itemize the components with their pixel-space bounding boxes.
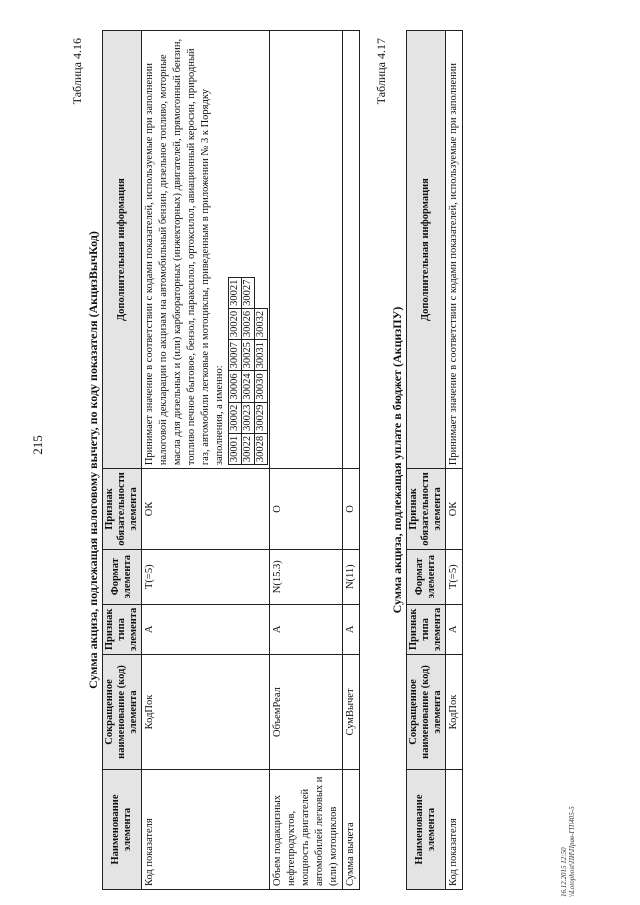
table-header-row [103, 31, 142, 890]
code-cell: 30022 [242, 433, 255, 464]
header-additional-info: Дополнительная информация [103, 31, 142, 469]
code-cell: 30025 [242, 340, 255, 371]
info-text: Принимает значение в соответствии с кодами показателей, используемые при заполнении налоговой декларации по акцизам на автомобильный бензин, дизельное топливо, моторные масла для дизельных и (или) карбюраторных (инжекторных) двигателей, прямогонный бензин, топливо печное бытовое, бензол, параксилол, ортоксилол, авиационный керосин, природный газ, автомобили легковые и мотоциклы, приведенным в приложении № 3 к Порядку заполнения, а именно: [144, 38, 225, 466]
code-cell: 30006 [229, 371, 242, 402]
code-cell: 30031 [255, 340, 268, 371]
cell-required: О [270, 469, 343, 550]
table-header-row [407, 31, 446, 890]
code-cell: 30024 [242, 371, 255, 402]
table-row [142, 31, 270, 890]
cell-info [343, 31, 360, 469]
print-footer [560, 697, 576, 897]
header-format: Формат элемента [407, 549, 446, 604]
cell-code: СумВычет [343, 655, 360, 770]
cell-type: А [343, 604, 360, 654]
cell-info [142, 31, 270, 469]
table-caption-4-17: Таблица 4.17 [374, 38, 388, 105]
cell-required: ОК [142, 469, 270, 550]
code-cell: 30001 [229, 433, 242, 464]
cell-format: T(=5) [446, 549, 463, 604]
cell-required: ОК [446, 469, 463, 550]
table-caption-4-16: Таблица 4.16 [70, 38, 84, 105]
header-type: Признак типа элемента [407, 604, 446, 654]
cell-required: О [343, 469, 360, 550]
code-cell: 30002 [229, 402, 242, 433]
code-cell: 30026 [242, 308, 255, 339]
cell-code: КодПок [446, 655, 463, 770]
codes-row [242, 277, 255, 465]
table-4-17 [406, 30, 463, 890]
table-title-4-16: Сумма акциза, подлежащая налоговому вычету, по коду показателя (АкцизВычКод) [86, 231, 100, 689]
header-element-name: Наименование элемента [407, 770, 446, 890]
code-cell: 30029 [255, 402, 268, 433]
code-cell: 30027 [242, 277, 255, 308]
codes-row [229, 277, 242, 465]
table-row [270, 31, 343, 890]
cell-name: Объем подакцизных нефтепродуктов, мощность двигателей автомобилей легковых и (или) мотоциклов [270, 770, 343, 890]
header-format: Формат элемента [103, 549, 142, 604]
rotated-page-content [70, 30, 550, 890]
code-cell: 30028 [255, 433, 268, 464]
code-cell: 30023 [242, 402, 255, 433]
table-row [446, 31, 463, 890]
codes-grid [228, 277, 268, 466]
cell-format: N(11) [343, 549, 360, 604]
table-row [343, 31, 360, 890]
table-title-4-17: Сумма акциза, подлежащая уплате в бюджет (АкцизПУ) [390, 306, 404, 614]
cell-format: N(15.3) [270, 549, 343, 604]
cell-format: T(=5) [142, 549, 270, 604]
header-additional-info: Дополнительная информация [407, 31, 446, 469]
cell-type: А [446, 604, 463, 654]
header-required: Признак обязательности элемента [407, 469, 446, 550]
cell-name: Код показателя [142, 770, 270, 890]
cell-info: Принимает значение в соответствии с кодами показателей, используемые при заполнении [446, 31, 463, 469]
footer-timestamp: 16.12.2015 12:50 [560, 847, 568, 897]
code-cell: 30032 [255, 308, 268, 339]
code-cell: 30030 [255, 371, 268, 402]
page-number: 215 [30, 435, 45, 455]
cell-type: А [142, 604, 270, 654]
header-short-code: Сокращенное наименование (код) элемента [407, 655, 446, 770]
header-short-code: Сокращенное наименование (код) элемента [103, 655, 142, 770]
table-4-16 [102, 30, 360, 890]
code-cell: 30020 [229, 308, 242, 339]
cell-code: ОбъемРеал [270, 655, 343, 770]
cell-code: КодПок [142, 655, 270, 770]
code-cell: 30021 [229, 277, 242, 308]
footer-path: \\Lotophost\ПИ\Прав-ГП\405-5 [568, 806, 576, 897]
header-type: Признак типа элемента [103, 604, 142, 654]
cell-type: А [270, 604, 343, 654]
header-element-name: Наименование элемента [103, 770, 142, 890]
header-required: Признак обязательности элемента [103, 469, 142, 550]
codes-row [255, 277, 268, 465]
cell-info [270, 31, 343, 469]
code-cell: 30007 [229, 340, 242, 371]
cell-name: Сумма вычета [343, 770, 360, 890]
cell-name: Код показателя [446, 770, 463, 890]
